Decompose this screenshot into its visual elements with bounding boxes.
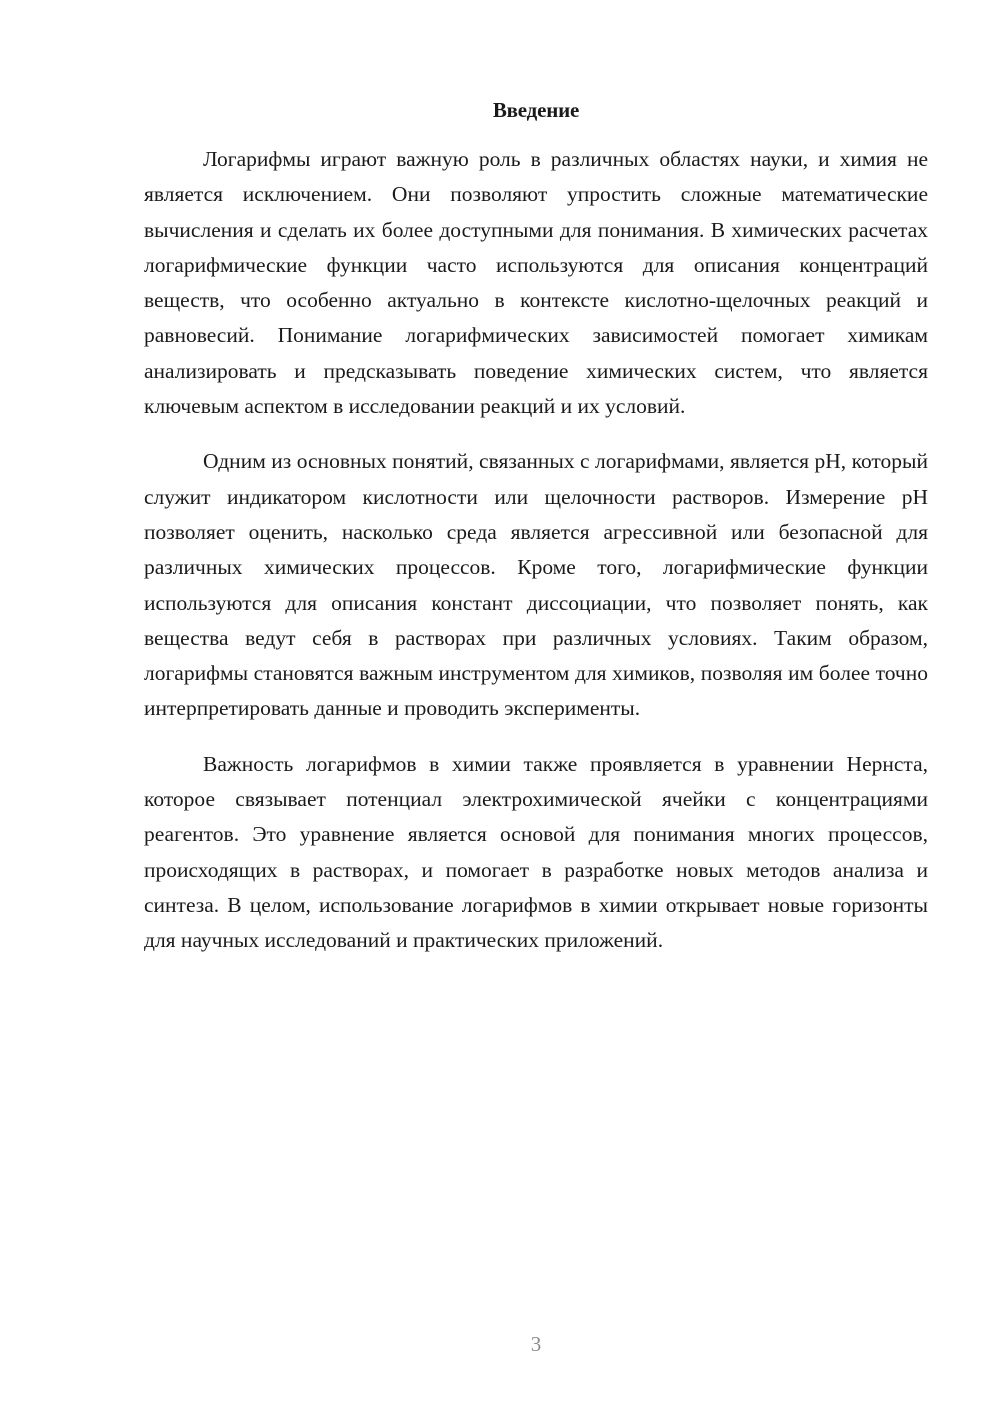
- page-number: 3: [530, 1332, 542, 1356]
- paragraph-2: Одним из основных понятий, связанных с логарифмами, является pH, который служит индикатором кислотности или щелочности растворов. Измерение pH позволяет оценить, насколько среда является агрессивной или безопасной для различных химических процессов. Кроме того, логарифмические функции используются для описания констант диссоциации, что позволяет понять, как вещества ведут себя в растворах при различных условиях. Таким образом, логарифмы становятся важным инструментом для химиков, позволяя им более точно интерпретировать данные и проводить эксперименты.: [144, 449, 928, 721]
- paragraph-1: Логарифмы играют важную роль в различных областях науки, и химия не является исключением. Они позволяют упростить сложные математические вычисления и сделать их более доступными для понимания. В химических расчетах логарифмические функции часто используются для описания концентраций веществ, что особенно актуально в контексте кислотно-щелочных реакций и равновесий. Понимание логарифмических зависимостей помогает химикам анализировать и предсказывать поведение химических систем, что является ключевым аспектом в исследовании реакций и их условий.: [144, 147, 928, 419]
- paragraph-3: Важность логарифмов в химии также проявляется в уравнении Нернста, которое связывает потенциал электрохимической ячейки с концентрациями реагентов. Это уравнение является основой для понимания многих процессов, происходящих в растворах, и помогает в разработке новых методов анализа и синтеза. В целом, использование логарифмов в химии открывает новые горизонты для научных исследований и практических приложений.: [144, 751, 928, 953]
- section-title: Введение: [492, 98, 580, 122]
- body-text: [144, 142, 928, 979]
